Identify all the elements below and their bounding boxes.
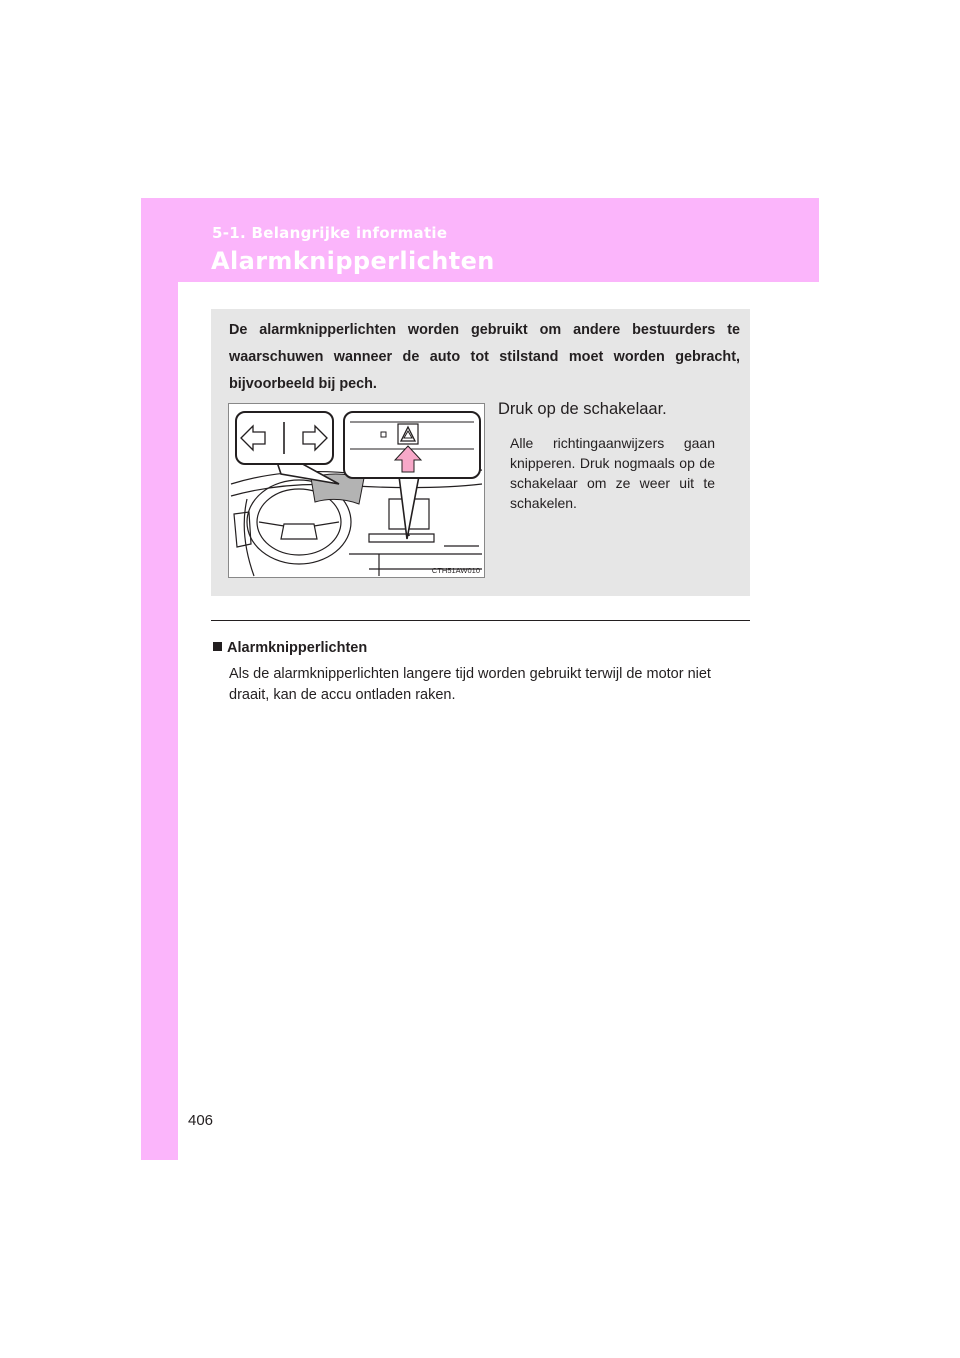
step-title: Druk op de schakelaar. <box>498 400 667 418</box>
step-text: Alle richtingaanwijzers gaan knipperen. Druk nogmaals op de schakelaar om ze weer uit te schakelen. <box>510 435 715 511</box>
note-heading-label: Alarmknipperlichten <box>227 640 368 656</box>
illustration-code: CTH51AW010 <box>431 566 480 575</box>
note-text: Als de alarmknipperlichten langere tijd worden gebruikt terwijl de motor niet draait, kan de accu ontladen raken. <box>229 666 711 703</box>
hazard-switch-illustration <box>228 403 485 578</box>
page-number: 406 <box>188 1112 214 1129</box>
dashboard-drawing <box>229 404 484 577</box>
note-heading <box>213 640 367 656</box>
section-divider <box>211 620 750 621</box>
page-title: Alarmknipperlichten <box>211 247 495 275</box>
square-bullet-icon <box>213 642 222 651</box>
section-label: 5-1. Belangrijke informatie <box>212 224 448 242</box>
side-strip <box>141 198 178 1160</box>
intro-text: De alarmknipperlichten worden gebruikt om andere bestuurders te waarschuwen wanneer de auto tot stilstand moet worden gebracht, bijvoorbeeld bij pech. <box>229 322 740 392</box>
